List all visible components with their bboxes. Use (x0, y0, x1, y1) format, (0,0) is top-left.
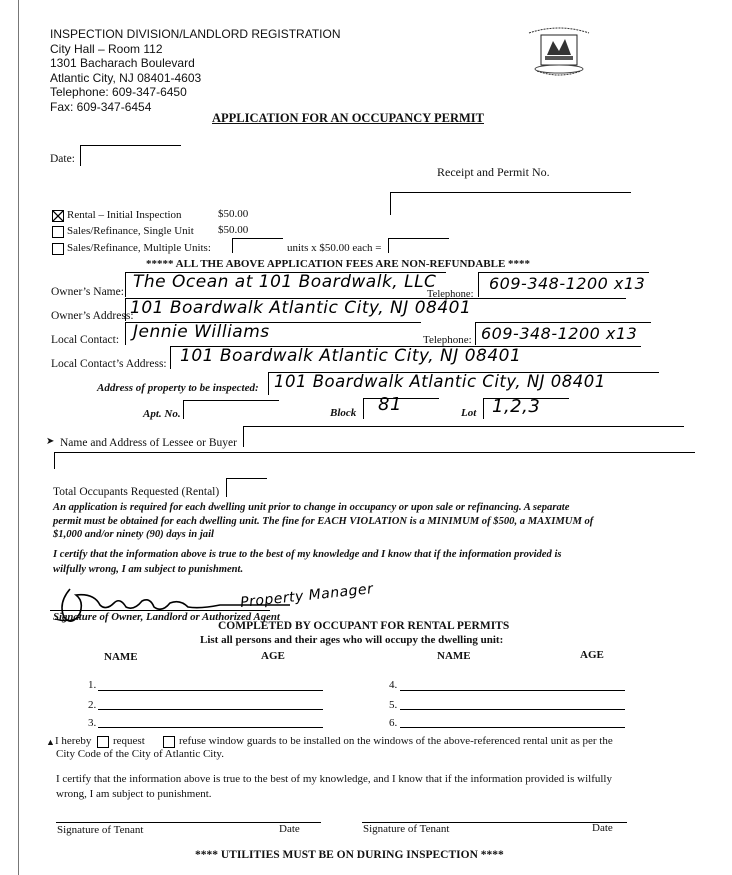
occupant-line-2[interactable] (98, 709, 323, 710)
i-hereby-text: I hereby (55, 735, 92, 747)
units-text: units x $50.00 each = (287, 242, 382, 254)
rental-label: Rental – Initial Inspection (67, 209, 182, 221)
age-header-right: AGE (580, 649, 604, 661)
block-label: Block (330, 407, 357, 419)
certify-line: wrong, I am subject to punishment. (56, 787, 212, 800)
owner-name-label: Owner’s Name: (51, 286, 124, 298)
certify-line: I certify that the information above is true to the best of my knowledge, and I know that if the information provided is wilfully (56, 773, 612, 785)
sales-multi-label: Sales/Refinance, Multiple Units: (67, 242, 211, 254)
occupant-section-subtitle: List all persons and their ages who will occupy the dwelling unit: (200, 634, 504, 646)
owner-telephone-label: Telephone: (427, 289, 474, 300)
local-contact-telephone-label: Telephone: (423, 334, 472, 346)
tenant-signature-label-2: Signature of Tenant (363, 823, 450, 835)
owner-name-value: The Ocean at 101 Boardwalk, LLC (133, 272, 437, 292)
form-title: APPLICATION FOR AN OCCUPANCY PERMIT (212, 111, 484, 125)
occupant-line-5[interactable] (400, 709, 625, 710)
refuse-checkbox[interactable] (163, 736, 175, 748)
local-contact-label: Local Contact: (51, 334, 120, 346)
property-address-value: 101 Boardwalk Atlantic City, NJ 08401 (274, 372, 606, 391)
sales-single-label: Sales/Refinance, Single Unit (67, 225, 194, 237)
units-field[interactable] (232, 238, 283, 253)
occupant-line-4[interactable] (400, 690, 625, 691)
owner-certification (53, 548, 562, 577)
owner-address-label: Owner’s Address: (51, 310, 134, 322)
request-text: request (113, 735, 145, 747)
name-header-left: NAME (104, 651, 138, 663)
signature-title-value: Property Manager (239, 581, 375, 611)
occupant-number: 2. (88, 699, 97, 711)
tenant-date-label-1: Date (279, 823, 300, 835)
header-line: Telephone: 609-347-6450 (50, 85, 187, 99)
notice-line: $1,000 and/or ninety (90) days in jail (53, 529, 214, 540)
occupant-section-title: COMPLETED BY OCCUPANT FOR RENTAL PERMITS (218, 620, 510, 632)
city-seal-icon (525, 25, 593, 81)
tenant-certification (56, 772, 612, 801)
block-value: 81 (378, 394, 402, 415)
tenant-date-label-2: Date (592, 822, 613, 834)
local-contact-value: Jennie Williams (133, 322, 270, 342)
utilities-footer: **** UTILITIES MUST BE ON DURING INSPECTION **** (195, 849, 504, 861)
occupant-line-3[interactable] (98, 727, 323, 728)
sales-single-fee: $50.00 (218, 224, 249, 236)
arrow-marker-icon: ➤ (46, 436, 55, 447)
date-field[interactable] (80, 145, 181, 166)
units-total-field[interactable] (388, 238, 449, 253)
lessee-label: Name and Address of Lessee or Buyer (60, 437, 237, 449)
request-checkbox[interactable] (97, 736, 109, 748)
lessee-field-1[interactable] (243, 426, 684, 447)
notice-line: permit must be obtained for each dwelling unit. The fine for EACH VIOLATION is a MINIMUM of $500, a MAXIMUM of (53, 515, 594, 527)
apt-no-label: Apt. No. (143, 408, 181, 420)
header-line: Fax: 609-347-6454 (50, 99, 152, 114)
city-code-text: City Code of the City of Atlantic City. (56, 748, 224, 760)
total-occupants-label: Total Occupants Requested (Rental) (53, 486, 220, 498)
sales-single-checkbox[interactable] (52, 226, 64, 238)
owner-telephone-value: 609-348-1200 x13 (489, 274, 646, 293)
lessee-field-2[interactable] (54, 452, 695, 469)
certify-line: wilfully wrong, I am subject to punishment. (53, 563, 244, 575)
local-contact-address-value: 101 Boardwalk Atlantic City, NJ 08401 (180, 346, 522, 366)
notice-line: An application is required for each dwelling unit prior to change in occupancy or upon sale or refinancing. A separate (53, 502, 570, 513)
scan-edge-line (18, 0, 19, 875)
name-header-right: NAME (437, 650, 471, 662)
occupant-line-6[interactable] (400, 727, 625, 728)
non-refundable-notice: ***** ALL THE ABOVE APPLICATION FEES ARE NON-REFUNDABLE **** (146, 258, 531, 270)
lot-value: 1,2,3 (492, 396, 541, 417)
refuse-text: refuse window guards to be installed on the windows of the above-referenced rental unit as per the (179, 735, 613, 747)
property-address-label: Address of property to be inspected: (97, 382, 259, 394)
owner-address-value: 101 Boardwalk Atlantic City, NJ 08401 (130, 298, 472, 318)
occupant-number: 6. (389, 717, 398, 729)
occupant-number: 3. (88, 717, 97, 729)
age-header-left: AGE (261, 650, 285, 662)
lot-label: Lot (461, 407, 477, 419)
header-line: 1301 Bacharach Boulevard (50, 56, 195, 70)
total-occupants-field[interactable] (226, 478, 267, 497)
rental-fee: $50.00 (218, 208, 249, 220)
rental-checkbox[interactable] (52, 210, 64, 222)
date-label: Date: (50, 153, 75, 165)
receipt-permit-field[interactable] (390, 192, 631, 215)
certify-line: I certify that the information above is true to the best of my knowledge and I know that if the information provided is (53, 549, 562, 560)
agency-header (50, 27, 340, 114)
tenant-signature-label-1: Signature of Tenant (57, 824, 144, 836)
triangle-marker-icon: ▲ (46, 737, 55, 747)
local-contact-telephone-value: 609-348-1200 x13 (481, 324, 638, 343)
apt-no-field[interactable] (183, 400, 279, 419)
occupant-number: 4. (389, 679, 398, 691)
sales-multi-checkbox[interactable] (52, 243, 64, 255)
local-contact-address-label: Local Contact’s Address: (51, 358, 167, 370)
occupant-number: 1. (88, 679, 97, 691)
header-line: City Hall – Room 112 (50, 41, 163, 56)
header-line: INSPECTION DIVISION/LANDLORD REGISTRATION (50, 27, 341, 41)
owner-signature-label: Signature of Owner, Landlord or Authorized Agent (53, 611, 280, 623)
occupant-number: 5. (389, 699, 398, 711)
header-line: Atlantic City, NJ 08401-4603 (50, 70, 202, 85)
receipt-label: Receipt and Permit No. (437, 165, 550, 179)
occupant-line-1[interactable] (98, 690, 323, 691)
violation-notice (53, 501, 593, 542)
